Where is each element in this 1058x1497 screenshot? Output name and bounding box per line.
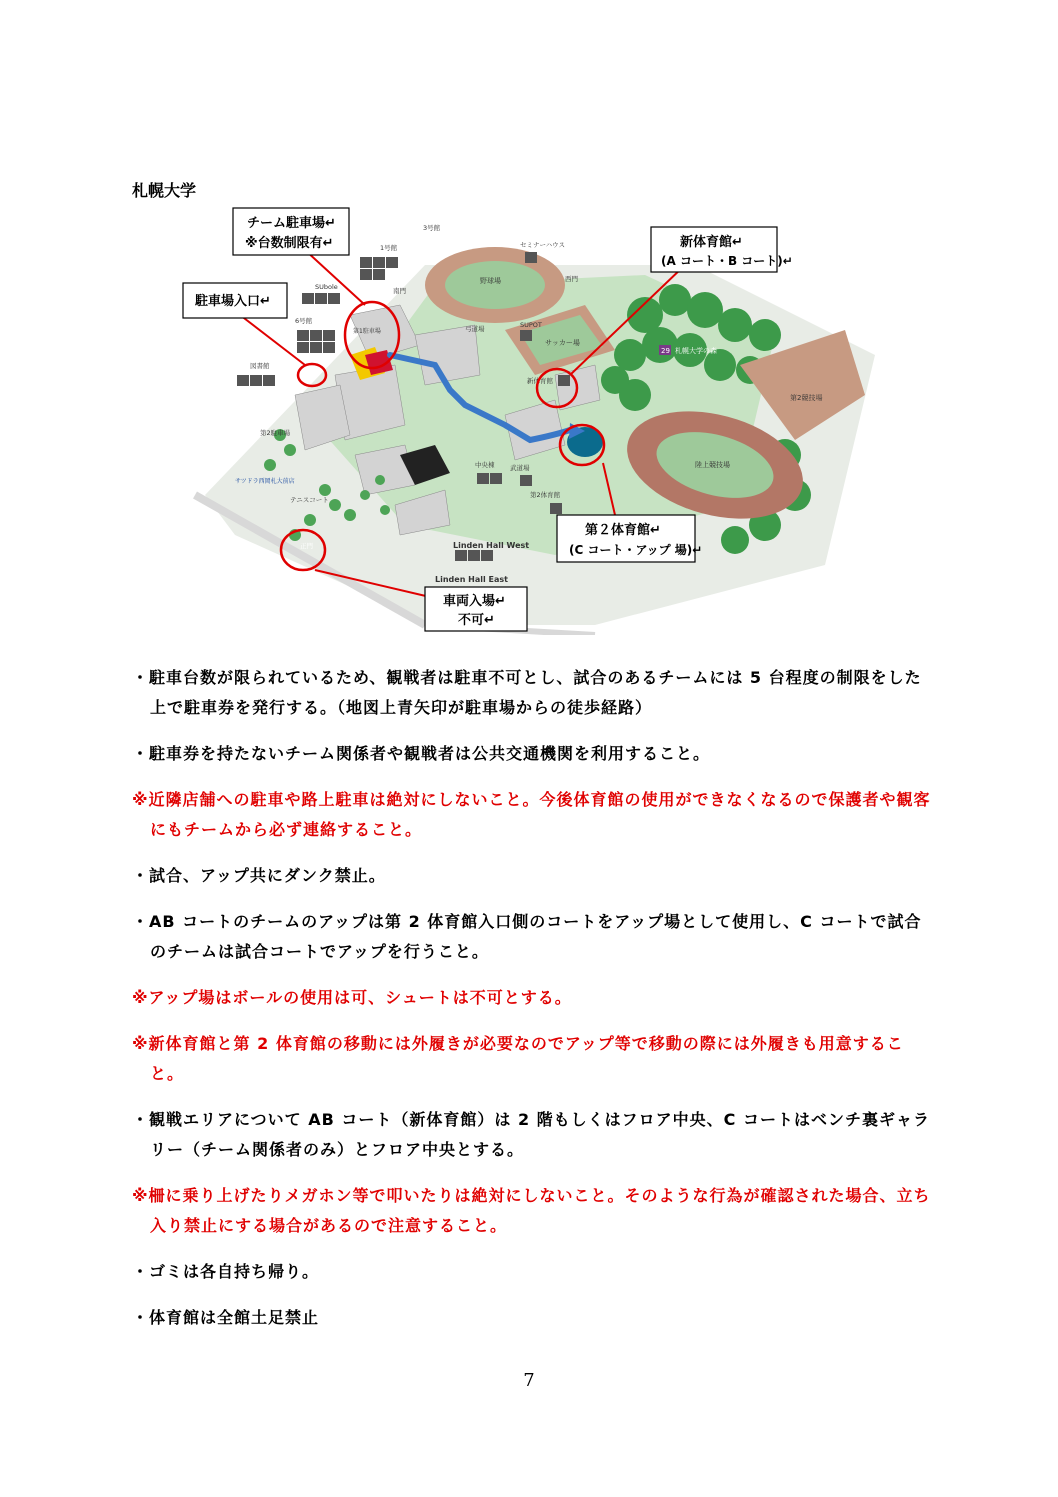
note-item: ・体育館は全館土足禁止: [132, 1308, 320, 1327]
svg-text:中央棟: 中央棟: [475, 461, 495, 469]
svg-text:新体育館: 新体育館: [527, 377, 553, 385]
page-title: 札幌大学: [132, 181, 197, 200]
note-item: ・試合、アップ共にダンク禁止。: [132, 866, 386, 885]
svg-text:第2体育館: 第2体育館: [530, 491, 561, 499]
svg-text:1号館: 1号館: [380, 244, 398, 252]
svg-text:図書館: 図書館: [250, 362, 270, 370]
parking-entrance-callout: [183, 283, 287, 318]
svg-text:29: 29: [661, 347, 670, 355]
note-item: ・駐車台数が限られているため、観戦者は駐車不可とし、試合のあるチームには 5 台程度の制限をした上で駐車券を発行する。（地図上青矢印が駐車場からの徒歩経路）: [132, 668, 922, 717]
svg-text:Linden Hall East: Linden Hall East: [435, 575, 508, 584]
note-item: ・AB コートのチームのアップは第 2 体育館入口側のコートをアップ場として使用し、C コートで試合のチームは試合コートでアップを行うこと。: [132, 912, 922, 961]
note-item: ※近隣店舗への駐車や路上駐車は絶対にしないこと。今後体育館の使用ができなくなるので保護者や観客にもチームから必ず連絡すること。: [132, 790, 931, 839]
svg-text:セミナーハウス: セミナーハウス: [520, 241, 565, 249]
svg-text:SUbole: SUbole: [315, 283, 338, 291]
field2-label: 第2競技場: [790, 394, 823, 402]
team-parking-callout: [233, 208, 349, 255]
svg-text:車両入場↵: 車両入場↵: [443, 594, 506, 609]
svg-text:Linden Hall West: Linden Hall West: [453, 541, 530, 550]
svg-text:(A コート・B コート)↵: (A コート・B コート)↵: [661, 254, 793, 268]
svg-text:6号館: 6号館: [295, 317, 313, 325]
note-item: ・観戦エリアについて AB コート（新体育館）は 2 階もしくはフロア中央、C コートはベンチ裏ギャラリー（チーム関係者のみ）とフロア中央とする。: [132, 1110, 930, 1159]
svg-text:第2駐車場: 第2駐車場: [260, 429, 291, 437]
vehicle-entry-callout: [425, 587, 527, 631]
note-item: ・ゴミは各自持ち帰り。: [132, 1262, 320, 1281]
svg-text:新体育館↵: 新体育館↵: [680, 235, 743, 250]
notes-list: [132, 663, 932, 1349]
svg-text:駐車場入口↵: 駐車場入口↵: [195, 294, 271, 309]
svg-text:3号館: 3号館: [423, 224, 441, 232]
svg-text:第1駐車場: 第1駐車場: [353, 328, 381, 335]
note-item: ※新体育館と第 2 体育館の移動には外履きが必要なのでアップ等で移動の際には外履きも用意すること。: [132, 1034, 904, 1083]
svg-text:武道場: 武道場: [510, 464, 530, 472]
svg-text:チーム駐車場↵: チーム駐車場↵: [247, 216, 336, 231]
baseball-label: 野球場: [480, 277, 501, 285]
svg-text:弓道場: 弓道場: [465, 325, 485, 333]
svg-text:南門: 南門: [393, 287, 406, 295]
new-gym-callout: [651, 227, 793, 272]
svg-text:(C コート・アップ 場)↵: (C コート・アップ 場)↵: [569, 543, 703, 557]
campus-map: [175, 205, 895, 635]
note-item: ・駐車券を持たないチーム関係者や観戦者は公共交通機関を利用すること。: [132, 744, 711, 763]
svg-text:第２体育館↵: 第２体育館↵: [585, 523, 661, 538]
second-gym-callout: [557, 515, 702, 562]
svg-text:SUPOT: SUPOT: [520, 321, 542, 329]
page-number: 7: [523, 1370, 535, 1391]
svg-text:テニスコート: テニスコート: [290, 496, 329, 504]
note-item: ※アップ場はボールの使用は可、シュートは不可とする。: [132, 988, 572, 1007]
forest-label: 札幌大学の森: [675, 347, 717, 355]
svg-text:不可↵: 不可↵: [458, 613, 495, 628]
svg-text:西門: 西門: [565, 275, 578, 283]
note-item: ※柵に乗り上げたりメガホン等で叩いたりは絶対にしないこと。そのような行為が確認された場合、立ち入り禁止にする場合があるので注意すること。: [132, 1186, 931, 1235]
svg-text:サツドラ西岡札大前店: サツドラ西岡札大前店: [235, 478, 295, 485]
svg-text:※台数制限有↵: ※台数制限有↵: [245, 236, 334, 251]
track-label: 陸上競技場: [695, 461, 730, 469]
soccer-label: サッカー場: [545, 339, 580, 347]
svg-text:正門: 正門: [300, 542, 313, 550]
